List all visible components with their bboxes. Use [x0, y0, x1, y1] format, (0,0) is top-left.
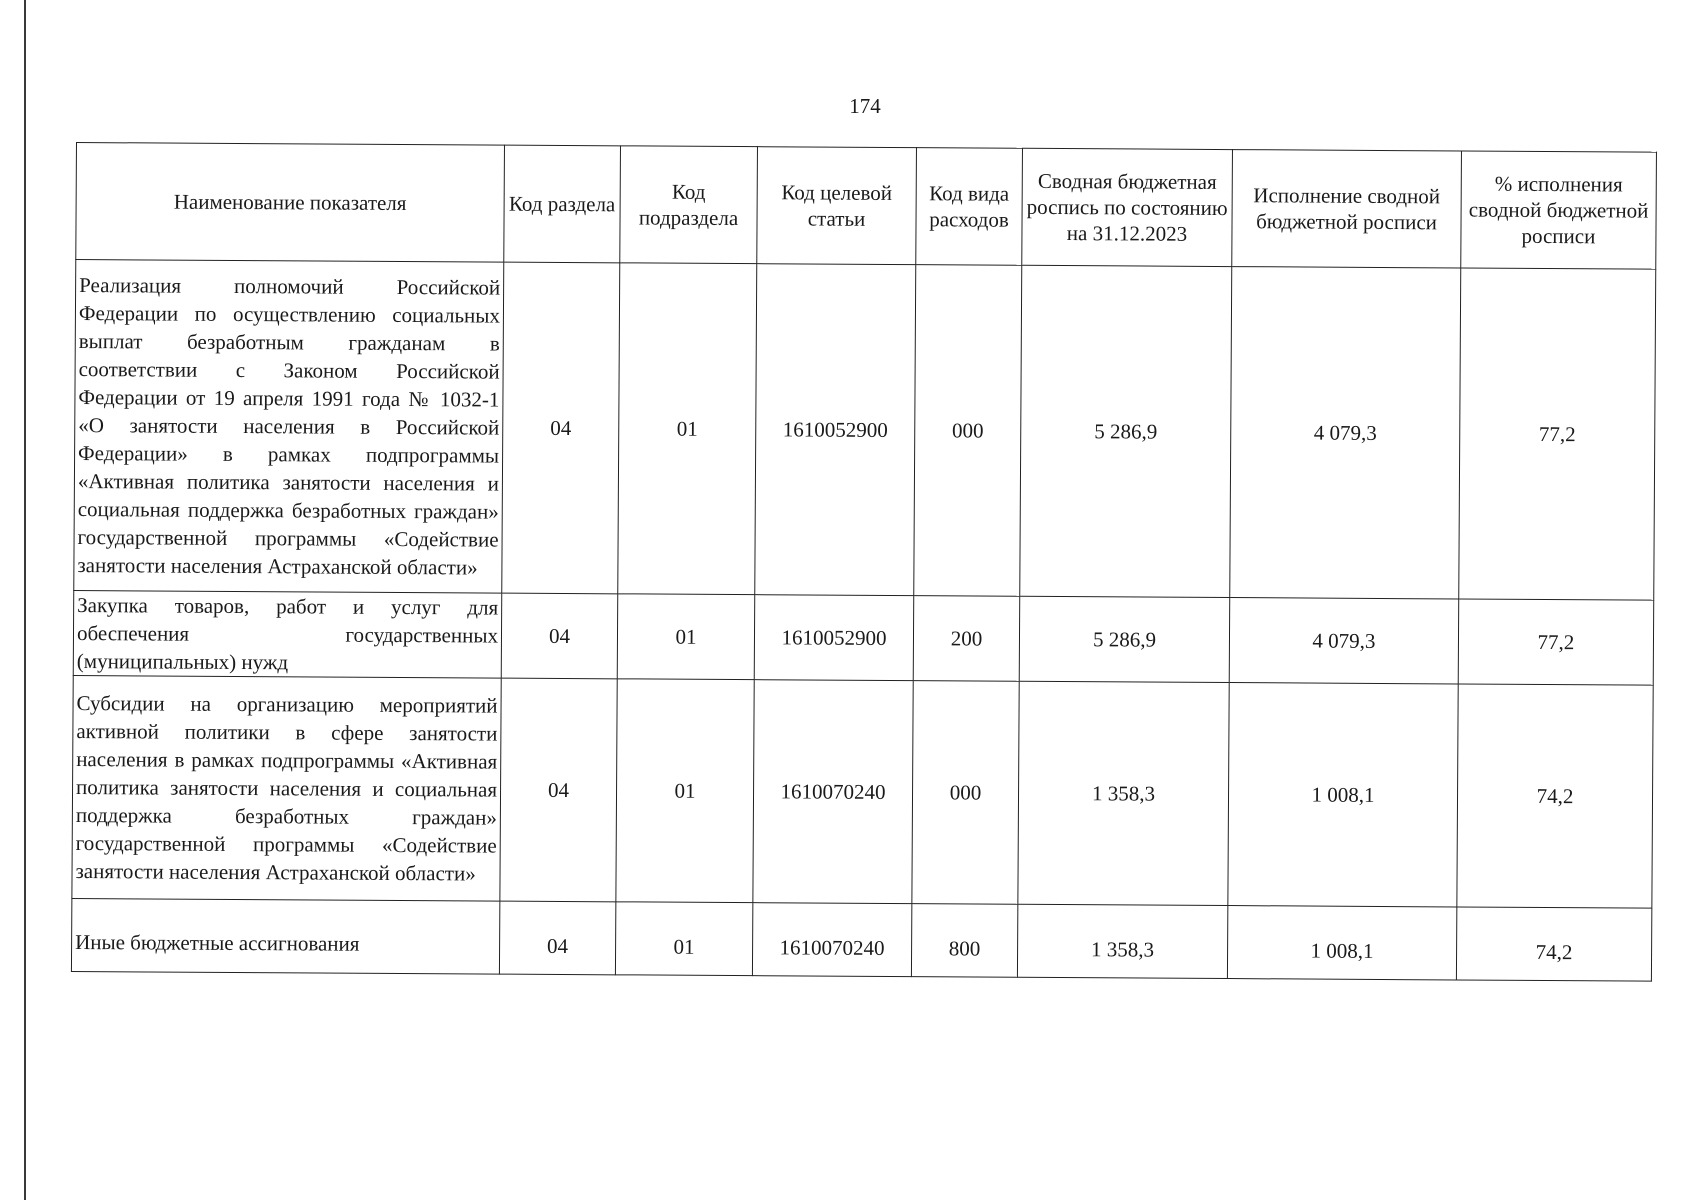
- table-row: [71, 898, 1651, 981]
- executed-amount-cell: 1 008,1: [1227, 906, 1456, 980]
- section-code-cell: 04: [500, 678, 617, 902]
- planned-amount-cell: 1 358,3: [1018, 681, 1229, 905]
- page-number: 174: [849, 94, 881, 118]
- table-row: [74, 260, 1656, 601]
- expense-type-cell: 000: [912, 681, 1019, 905]
- target-code-cell: 1610052900: [755, 264, 916, 596]
- subsection-code-cell: 01: [615, 902, 752, 976]
- section-code-cell: 04: [499, 901, 615, 975]
- target-code-cell: 1610070240: [752, 903, 911, 977]
- section-code-cell: 04: [501, 593, 618, 679]
- percent-cell: 77,2: [1458, 599, 1654, 685]
- budget-table-container: [71, 142, 1657, 982]
- header-section-code: Код раздела: [504, 145, 621, 263]
- subsection-code-cell: 01: [617, 594, 755, 680]
- target-code-cell: 1610070240: [753, 680, 913, 904]
- planned-amount-cell: 1 358,3: [1017, 904, 1227, 978]
- scan-edge-line: [24, 0, 26, 1200]
- subsection-code-cell: 01: [618, 263, 757, 595]
- target-code-cell: 1610052900: [754, 595, 914, 681]
- planned-amount-cell: 5 286,9: [1019, 596, 1230, 682]
- header-indicator-name: Наименование показателя: [76, 143, 505, 263]
- percent-cell: 77,2: [1459, 268, 1656, 600]
- header-expense-type-code: Код вида расходов: [916, 148, 1023, 266]
- header-subsection-code: Код подраздела: [620, 146, 758, 264]
- executed-amount-cell: 1 008,1: [1228, 683, 1458, 907]
- expense-type-cell: 800: [911, 904, 1017, 978]
- header-execution-percent: % исполнения сводной бюджетной росписи: [1461, 151, 1657, 269]
- indicator-name-cell: Реализация полномочий Российской Федерации по осуществлению социальных выплат безработным гражданам в соответствии с Законом Российской Федерации от 19 апреля 1991 года № 1032-1 «О занятости населения в Российской Федерации» в рамках подпрограммы «Активная политика занятости населения и социальная поддержка безработных граждан» государственной программы «Содействие занятости населения Астраханской области»: [74, 260, 504, 594]
- subsection-code-cell: 01: [616, 679, 754, 903]
- table-header-row: [76, 143, 1657, 270]
- header-target-code: Код целевой статьи: [757, 147, 917, 265]
- table-row: [73, 590, 1653, 685]
- executed-amount-cell: 4 079,3: [1229, 598, 1459, 684]
- table-row: [72, 675, 1653, 908]
- executed-amount-cell: 4 079,3: [1230, 267, 1461, 599]
- percent-cell: 74,2: [1457, 684, 1653, 908]
- expense-type-cell: 200: [913, 596, 1020, 682]
- indicator-name-cell: Субсидии на организацию мероприятий активной политики в сфере занятости населения в рамках подпрограммы «Активная политика занятости населения и социальная поддержка безработных граждан» государственной программы «Содействие занятости населения Астраханской области»: [72, 675, 501, 901]
- indicator-name-cell: Закупка товаров, работ и услуг для обеспечения государственных (муниципальных) нужд: [73, 590, 502, 678]
- budget-execution-table: [71, 142, 1657, 982]
- percent-cell: 74,2: [1456, 907, 1651, 981]
- header-execution: Исполнение сводной бюджетной росписи: [1232, 150, 1462, 268]
- planned-amount-cell: 5 286,9: [1020, 265, 1232, 597]
- header-planned-budget: Сводная бюджетная роспись по состоянию на 31.12.2023: [1022, 148, 1233, 266]
- indicator-name-cell: Иные бюджетные ассигнования: [71, 898, 499, 974]
- section-code-cell: 04: [502, 262, 620, 594]
- expense-type-cell: 000: [914, 265, 1022, 597]
